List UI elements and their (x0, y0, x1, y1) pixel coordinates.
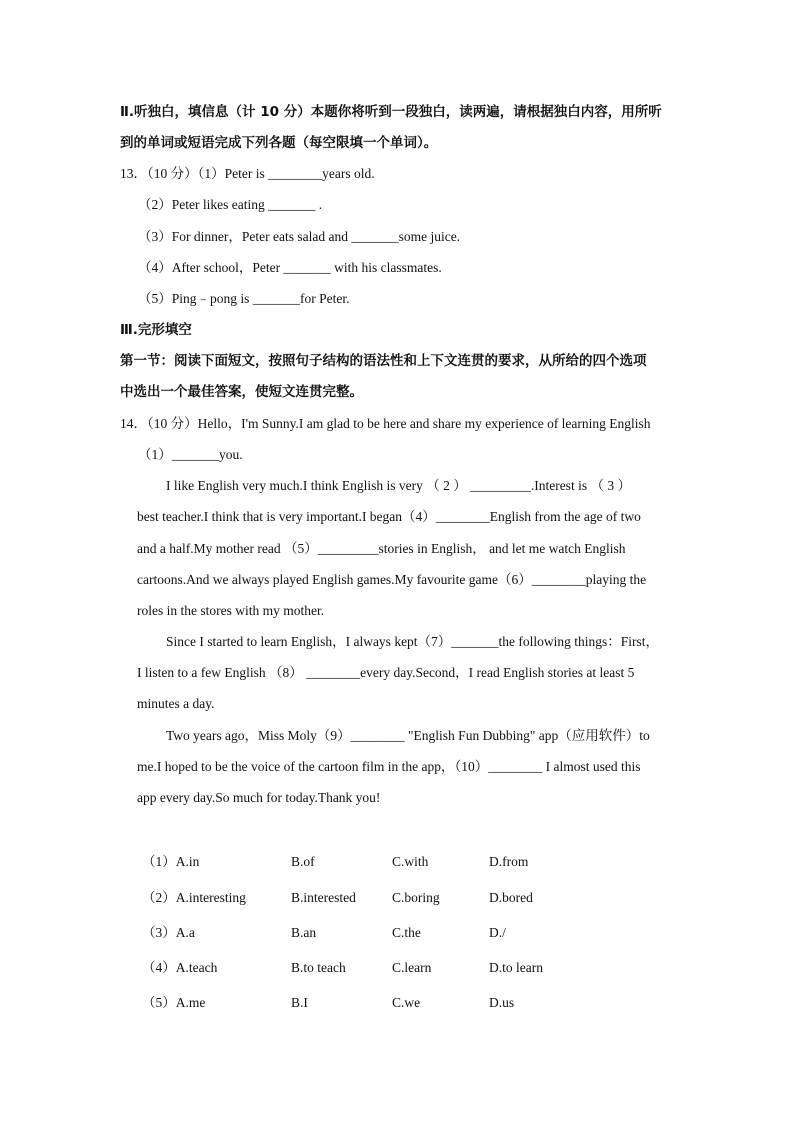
q14-line-1: 14．（10 分）Hello，I'm Sunny.I am glad to be here and share my experience of learning English (120, 416, 651, 431)
option-b: B.of (291, 854, 315, 869)
option-c: C.learn (392, 960, 432, 975)
section3-instr-line2: 中选出一个最佳答案，使短文连贯完整。 (120, 384, 363, 400)
para2-line-2: I listen to a few English （8） ________every day.Second，I read English stories at least 5 (137, 665, 635, 680)
option-a: （2）A.interesting (142, 890, 246, 905)
option-a: （5）A.me (142, 995, 206, 1010)
option-d: D.from (489, 854, 529, 869)
para1-line-2: best teacher.I think that is very important.I began（4）________English from the age of two (137, 509, 641, 524)
para2-line-1: Since I started to learn English，I always kept（7）_______the following things：First， (166, 634, 660, 649)
q13-line-3: （3）For dinner，Peter eats salad and _______some juice. (138, 229, 461, 244)
q13-line-5: （5）Ping﹣pong is _______for Peter. (138, 291, 350, 306)
section3-instr-line1: 第一节：阅读下面短文，按照句子结构的语法性和上下文连贯的要求，从所给的四个选项 (120, 353, 647, 369)
section2-heading-line1: Ⅱ.听独白，填信息（计 10 分）本题你将听到一段独白，读两遍，请根据独白内容，用所听 (120, 104, 662, 120)
section2-heading-line2: 到的单词或短语完成下列各题（每空限填一个单词）。 (120, 135, 438, 151)
option-b: B.I (291, 995, 308, 1010)
para1-line-5: roles in the stores with my mother. (137, 603, 325, 618)
option-d: D./ (489, 925, 506, 940)
option-a: （3）A.a (142, 925, 195, 940)
para1-line-4: cartoons.And we always played English games.My favourite game（6）________playing the (137, 572, 647, 587)
option-b: B.an (291, 925, 317, 940)
q14-line-2: （1）_______you. (138, 447, 243, 462)
para2-line-3: minutes a day. (137, 696, 215, 711)
option-c: C.with (392, 854, 429, 869)
para3-line-1: Two years ago，Miss Moly（9）________ "English Fun Dubbing" app（应用软件）to (166, 728, 650, 743)
option-b: B.interested (291, 890, 356, 905)
q13-line-2: （2）Peter likes eating _______ . (138, 197, 323, 212)
option-c: C.boring (392, 890, 440, 905)
para1-line-3: and a half.My mother read （5）_________stories in English， and let me watch English (137, 541, 626, 556)
q13-line-4: （4）After school，Peter _______ with his classmates. (138, 260, 442, 275)
para3-line-2: me.I hoped to be the voice of the cartoon film in the app，（10）________ I almost used this (137, 759, 641, 774)
option-c: C.the (392, 925, 421, 940)
para1-line-1: I like English very much.I think English is very （ 2 ） _________.Interest is （ 3 ） (166, 478, 631, 493)
option-d: D.us (489, 995, 515, 1010)
option-d: D.bored (489, 890, 533, 905)
q13-line-1: 13．（10 分）（1）Peter is ________years old. (120, 166, 375, 181)
para3-line-3: app every day.So much for today.Thank you! (137, 790, 381, 805)
option-d: D.to learn (489, 960, 543, 975)
option-a: （1）A.in (142, 854, 200, 869)
option-b: B.to teach (291, 960, 346, 975)
option-a: （4）A.teach (142, 960, 218, 975)
option-c: C.we (392, 995, 421, 1010)
section3-heading: Ⅲ.完形填空 (120, 322, 192, 338)
